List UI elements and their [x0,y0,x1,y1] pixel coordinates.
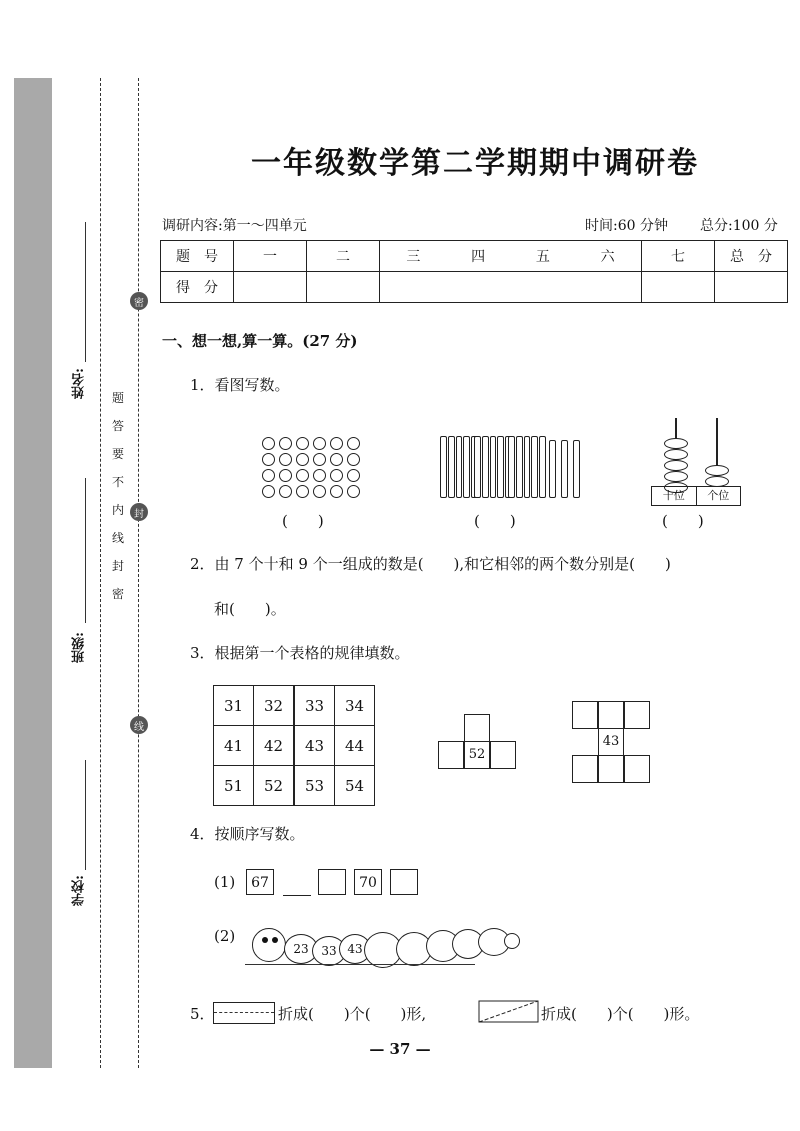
seal-char: 密 [112,587,125,601]
stick-bundle [508,436,546,496]
blank-cell[interactable] [624,701,650,729]
ground-line [245,964,475,965]
paper-rect-fold [213,1002,275,1024]
pattern-cell: 31 [214,686,254,726]
col-header: 四 [471,249,486,265]
blank-cell[interactable] [464,714,490,742]
answer-paren[interactable]: ( ) [282,512,324,530]
pattern-cell: 42 [254,726,295,766]
row-label: 题 号 [161,241,234,272]
seq-box-blank[interactable] [390,869,418,895]
cut-line-outer [100,78,101,1068]
q1-text: 1．看图写数。 [190,376,290,394]
ones-label: 个位 [696,487,741,505]
score-cell[interactable] [380,272,642,303]
seq-blank[interactable] [283,869,311,896]
row-label: 得 分 [161,272,234,303]
seq-box: 70 [354,869,382,895]
col-header: 一 [234,241,307,272]
tens-label: 十位 [662,489,685,502]
pattern-cell: 52 [254,766,295,806]
seq-box: 67 [246,869,274,895]
score-cell[interactable] [307,272,380,303]
loose-sticks [549,440,580,498]
caterpillar-segment: 33 [312,936,346,966]
seal-char: 不 [112,475,125,489]
blank-cell[interactable] [598,701,624,729]
q2-line2: 和( )。 [214,600,286,618]
caterpillar-segment: 23 [284,934,318,964]
class-label: 班级: [72,632,87,663]
time-label: 时间:60 分钟 [585,218,668,234]
page-number: — 37 — [369,1040,431,1058]
blank-cell[interactable] [572,701,598,729]
col-header: 七 [642,241,715,272]
stick-bundle [440,436,478,496]
seal-notice [112,392,124,600]
blank-cell[interactable] [624,755,650,783]
col-header: 二 [307,241,380,272]
blank-cell[interactable] [438,741,464,769]
q4-part2-label: (2) [214,927,236,945]
caterpillar-head [252,928,286,962]
col-header: 五 [535,249,550,265]
pattern-cell: 51 [214,766,254,806]
seal-char: 线 [112,531,125,545]
seal-char: 答 [112,419,125,433]
q3-text: 3．根据第一个表格的规律填数。 [190,644,410,662]
col-header: 总 分 [715,241,788,272]
blank-cell[interactable] [598,755,624,783]
score-cell[interactable] [234,272,307,303]
eye-icon [272,937,278,943]
school-field[interactable] [85,760,86,870]
seal-char: 要 [112,447,125,461]
blank-cell[interactable] [490,741,516,769]
seal-mark: 线 [130,716,148,734]
caterpillar-tail [504,933,520,949]
pattern-cell: 34 [335,686,375,726]
section-title: 一、想一想,算一算。(27 分) [162,332,358,350]
blank-cell[interactable] [572,755,598,783]
total-label: 总分:100 分 [700,218,778,234]
answer-paren[interactable]: ( ) [474,512,516,530]
abacus-beads-ones [705,465,729,487]
pattern-cell: 43 [294,726,335,766]
pattern-cell: 32 [254,686,295,726]
seal-mark: 密 [130,292,148,310]
answer-paren[interactable]: ( ) [662,512,704,530]
pattern-cell: 33 [294,686,335,726]
pattern-table [213,685,375,806]
content-label: 调研内容:第一～四单元 [162,218,307,234]
score-cell[interactable] [715,272,788,303]
score-cell[interactable] [642,272,715,303]
col-header: 三 [406,249,421,265]
pattern-cell: 41 [214,726,254,766]
paper-rect-diagonal [478,1000,540,1024]
abacus-frame [651,486,741,506]
seq-box-blank[interactable] [318,869,346,895]
q4-text: 4．按顺序写数。 [190,825,305,843]
pattern-cell: 54 [335,766,375,806]
name-field[interactable] [85,222,86,362]
bead-picture [262,437,361,498]
score-table [160,240,788,303]
given-cell: 52 [464,741,490,769]
eye-icon [262,937,268,943]
stick-bundle [474,436,512,496]
given-cell: 43 [598,728,624,756]
q5-num: 5． [190,1005,215,1023]
seal-char: 内 [112,503,125,517]
school-label: 学校: [72,875,87,906]
binding-strip [14,78,52,1068]
class-field[interactable] [85,478,86,623]
pattern-cell: 44 [335,726,375,766]
seal-char: 封 [112,559,125,573]
seal-char: 题 [112,391,125,405]
caterpillar-segment: 43 [339,934,371,964]
seal-mark: 封 [130,503,148,521]
q5-fold1: 折成( )个( )形, [278,1005,427,1023]
col-header: 六 [600,249,615,265]
q5-fold2: 折成( )个( )形。 [541,1005,700,1023]
q2-line1: 2．由 7 个十和 9 个一组成的数是( ),和它相邻的两个数分别是( ) [190,555,671,573]
abacus-beads-tens [664,438,688,493]
page-title: 一年级数学第二学期期中调研卷 [251,146,699,181]
name-label: 姓名: [72,368,87,399]
pattern-cell: 53 [294,766,335,806]
q4-part1-label: (1) [214,873,236,891]
col-header-group [380,241,642,272]
cut-line-inner [138,78,139,1068]
